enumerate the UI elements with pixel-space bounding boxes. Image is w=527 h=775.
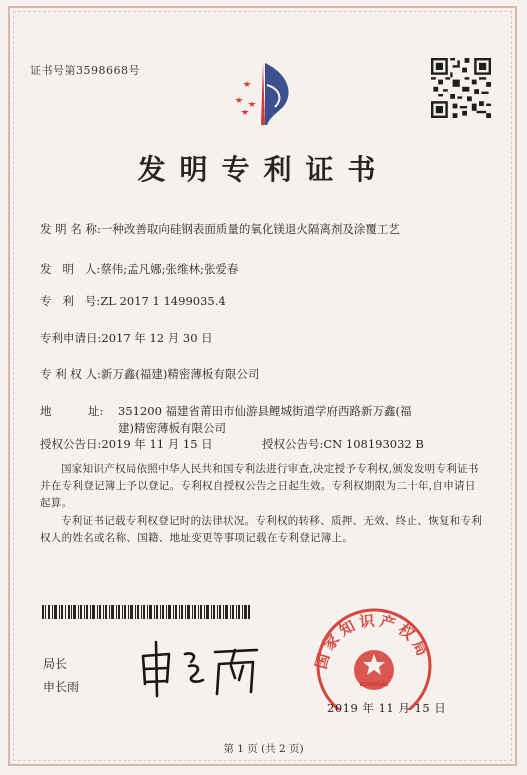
official-seal-icon [304, 604, 444, 710]
statement-paragraph-1: 国家知识产权局依照中华人民共和国专利法进行审查,决定授予专利权,颁发发明专利证书并在专利登记簿上予以登记。专利权自授权公告之日起生效。专利权期限为二十年,自申请日起算。 [40, 463, 479, 509]
grant-number-value: CN 108193032 B [323, 437, 424, 451]
page-number: 第 1 页 (共 2 页) [223, 743, 304, 755]
invention-name-label: 发 明 名 称: [40, 222, 101, 236]
inventor-row [40, 261, 238, 277]
certificate-number: 证书号第3598668号 [30, 64, 140, 77]
certificate-title: 发明专利证书 [137, 153, 390, 186]
filing-date-label: 专利申请日: [40, 331, 102, 345]
patentee-row [40, 366, 259, 382]
director-name: 申长雨 [43, 680, 80, 694]
inventor-value: 蔡伟;孟凡娜;张维林;张爱春 [100, 262, 239, 276]
cnipa-emblem-icon [225, 55, 305, 133]
address-label: 地 址: [40, 404, 104, 418]
grant-date-value: 2019 年 11 月 15 日 [101, 437, 213, 451]
patent-number-label: 专 利 号: [40, 294, 101, 308]
director-title: 局长 [43, 657, 68, 671]
address-value: 351200 福建省莆田市仙游县鲤城街道学府西路新万鑫(福建)精密薄板有限公司 [118, 404, 412, 435]
qr-code-icon [431, 58, 491, 118]
grant-number-row [262, 436, 424, 452]
seal-date: 2019 年 11 月 15 日 [327, 701, 447, 715]
handwritten-signature-icon [135, 634, 265, 704]
patent-number-value: ZL 2017 1 1499035.4 [100, 294, 226, 308]
filing-date-value: 2017 年 12 月 30 日 [101, 331, 213, 345]
grant-number-label: 授权公告号: [262, 437, 324, 451]
grant-date-row [40, 436, 213, 452]
barcode-icon [42, 605, 250, 619]
invention-name-value: 一种改善取向硅钢表面质量的氧化镁退火隔离剂及涂覆工艺 [100, 222, 400, 236]
grant-date-label: 授权公告日: [40, 437, 102, 451]
patentee-label: 专 利 权 人: [40, 367, 101, 381]
seal-text: 国家知识产权局 [311, 611, 434, 671]
filing-date-row [40, 330, 213, 346]
patent-number-row [40, 293, 226, 309]
statement-paragraph-2: 专利证书记载专利权登记时的法律状况。专利权的转移、质押、无效、终止、恢复和专利权人的姓名或名称、国籍、地址变更等事项记载在专利登记簿上。 [40, 515, 483, 544]
patentee-value: 新万鑫(福建)精密薄板有限公司 [100, 367, 260, 381]
invention-name-row [40, 221, 400, 237]
address-row [40, 403, 103, 419]
inventor-label: 发 明 人: [40, 262, 101, 276]
